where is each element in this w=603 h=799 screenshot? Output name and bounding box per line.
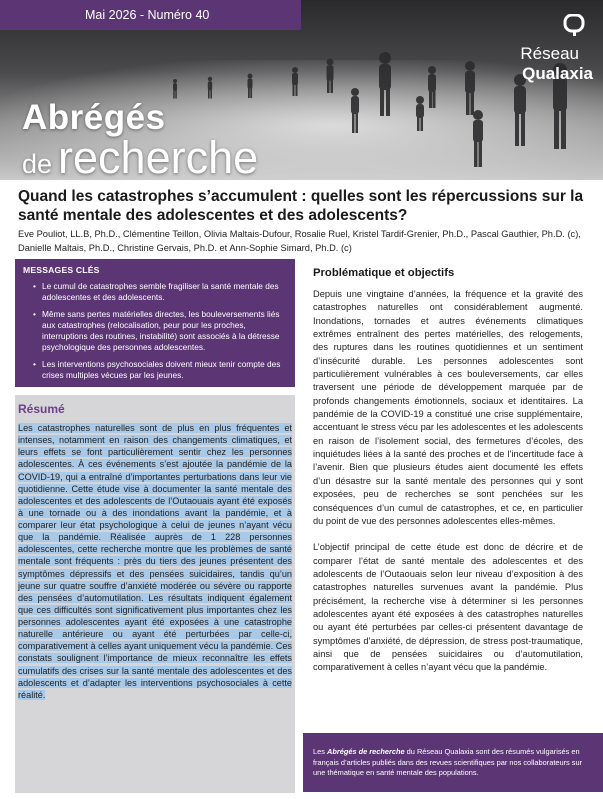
summary-text[interactable]: Les catastrophes naturelles sont de plus en plus fréquentes et intenses, notamment en raison des changements climatiques, et leurs effets se font particulièrement sentir chez les personnes adolescentes. À ces événements s’est ajoutée la pandémie de la COVID-19, qui a entraîné d’importantes perturbations dans leur vie quotidienne. Cette étude vise à documenter la santé mentale des adolescentes et des adolescents de l’Outaouais ayant été exposés à une tornade ou à des inondations avant la pandémie, et à comparer leur état psychologique à celui de jeunes n’ayant vécu que la pandémie. Réalisée auprès de 1 228 personnes adolescentes, cette recherche montre que les problèmes de santé mentale sont fréquents : près du tiers des jeunes présentent des symptômes dépressifs et des pensées suicidaires, tandis qu’un jeune sur quatre souffre d’anxiété modérée ou sévère ou rapporte des pensées d’automutilation. Les résultats indiquent également que ces difficultés sont significativement plus importantes chez les personnes adolescentes ayant été exposées à une catastrophe naturelle antérieure ou ayant été perturbées par celle-ci, comparativement à celles ayant uniquement vécu la pandémie. Ces constats soulignent l’importance de mieux reconnaître les effets cumulatifs des crises sur la santé mentale des adolescentes et des adolescents et d’adapter les interventions psychosociales à cette réalité. (18, 423, 292, 700)
footnote-box (303, 733, 603, 792)
publication-title-abreges: Abrégés (22, 98, 166, 137)
key-messages-heading: MESSAGES CLÉS (23, 265, 100, 275)
issue-label: Mai 2026 - Numéro 40 (0, 0, 301, 30)
publication-title-line2 (22, 132, 258, 180)
key-message-item: • Le cumul de catastrophes semble fragiliser la santé mentale des adolescentes et des adolescents. (35, 281, 287, 303)
footnote-publication-name: Abrégés de recherche (326, 747, 405, 756)
footnote-pre: Les (313, 747, 327, 756)
summary-box (15, 395, 295, 793)
footnote-post: du Réseau Qualaxia sont des résumés vulgarisés en français d’articles publiés dans des revues scientifiques par nos collaborateurs sur une thématique en santé mentale des populations. (313, 747, 583, 778)
publication-title-recherche: recherche (58, 132, 259, 180)
problem-heading: Problématique et objectifs (313, 267, 455, 279)
summary-heading: Résumé (18, 402, 65, 416)
logo-text-reseau: Réseau (520, 44, 579, 63)
problem-paragraph-2: L’objectif principal de cette étude est donc de décrire et de comparer l’état de santé mentale des adolescentes et des adolescents de l’Outaouais selon leur niveau d’exposition à des catastrophes naturelles survenues avant la pandémie. Plus précisément, la recherche vise à déterminer si les personnes adolescentes ayant été exposées à des catastrophes naturelles ou ayant été perturbées par celles-ci présentent davantage de symptômes d’anxiété, de dépression, de stress post-traumatique, ainsi que de pensées suicidaires ou d’automutilation, comparativement à celles n’ayant vécu que la pandémie. (313, 542, 583, 673)
key-message-item: • Les interventions psychosociales doivent mieux tenir compte des crises multiples vécues par les jeunes. (35, 359, 287, 381)
publication-title-de: de (22, 149, 53, 179)
problem-paragraph-1: Depuis une vingtaine d’années, la fréquence et la gravité des catastrophes naturelles ont considérablement augmenté. Inondations, tornades et autres événements climatiques extrêmes entraînent des pertes matérielles, des relogements, des ruptures dans les routines quotidiennes et un sentiment d’insécurité durable. Les personnes adolescentes sont particulièrement vulnérables à ces bouleversements, car elles traversent une période de développement marquée par de profonds changements émotionnels, sociaux et identitaires. La pandémie de la COVID-19 a constitué une crise supplémentaire, accentuant le stress vécu par les adolescentes et les adolescents en raison de l’isolement social, des fermetures d’écoles, des inquiétudes liées à la santé des proches et de l’incertitude face à l’avenir. Bien que plusieurs études aient documenté les effets d’un désastre sur la santé mentale des personnes qui y sont exposées, peu de recherches se sont penchées sur les conséquences d’un cumul de catastrophes, et ce, en particulier du point de vue des personnes adolescentes elles-mêmes. (313, 289, 583, 526)
logo-text-qualaxia: Qualaxia (522, 64, 593, 83)
article-headline: Quand les catastrophes s’accumulent : quelles sont les répercussions sur la santé mentale des adolescentes et des adolescents? (18, 188, 584, 224)
key-messages-box (15, 259, 295, 387)
key-messages-list (23, 281, 287, 381)
problem-section (313, 267, 583, 675)
qualaxia-logo-icon (563, 14, 585, 38)
summary-paragraph[interactable] (18, 422, 292, 701)
key-message-item: • Même sans pertes matérielles directes, les bouleversements liés aux catastrophes (relocalisation, peur pour les proches, interruptions des routines, instabilité) sont associés à la détresse psychologique des personnes adolescentes. (35, 309, 287, 353)
reseau-qualaxia-logo (483, 14, 593, 84)
hero-banner (0, 0, 603, 180)
article-authors: Eve Pouliot, LL.B, Ph.D., Clémentine Teillon, Olivia Maltais-Dufour, Rosalie Ruel, Kristel Tardif-Grenier, Ph.D., Pascal Gauthier, Ph.D. (c), Danielle Maltais, Ph.D., Christine Gervais, Ph.D. et Ann-Sophie Simard, Ph.D. (c) (18, 229, 581, 253)
